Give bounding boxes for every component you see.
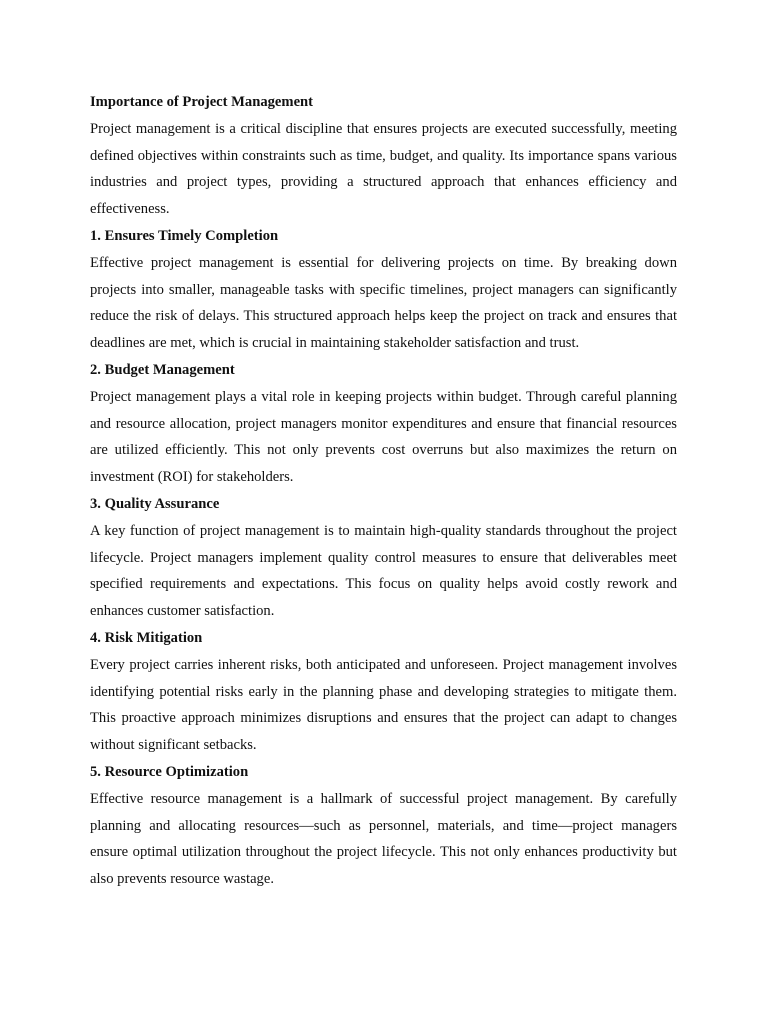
section-heading-timely-completion: 1. Ensures Timely Completion bbox=[90, 227, 279, 244]
section-body-quality-assurance: A key function of project management is to maintain high-quality standards throughout the project lifecycle. Project managers implement quality control measures to ensure that deliverables meet specified requirements and expectations. This focus on quality helps avoid costly rework and enhances customer satisfaction. bbox=[90, 522, 677, 620]
section-body-risk-mitigation: Every project carries inherent risks, both anticipated and unforeseen. Project management involves identifying potential risks early in the planning phase and developing strategies to mitigate them. This proactive approach minimizes disruptions and ensures that the project can adapt to changes without significant setbacks. bbox=[90, 656, 677, 754]
section-heading-risk-mitigation: 4. Risk Mitigation bbox=[90, 629, 203, 646]
document-title: Importance of Project Management bbox=[90, 94, 314, 110]
section-heading-budget-management: 2. Budget Management bbox=[90, 361, 235, 378]
document-page bbox=[90, 89, 677, 893]
section-body-timely-completion: Effective project management is essential for delivering projects on time. By breaking down projects into smaller, manageable tasks with specific timelines, project managers can significantly reduce the risk of delays. This structured approach helps keep the project on track and ensures that deadlines are met, which is crucial in maintaining stakeholder satisfaction and trust. bbox=[90, 254, 677, 352]
section-body-resource-optimization: Effective resource management is a hallmark of successful project management. By carefully planning and allocating resources—such as personnel, materials, and time—project managers ensure optimal utilization throughout the project lifecycle. This not only enhances productivity but also prevents resource wastage. bbox=[90, 790, 677, 888]
intro-paragraph: Project management is a critical discipline that ensures projects are executed successfully, meeting defined objectives within constraints such as time, budget, and quality. Its importance spans various industries and project types, providing a structured approach that enhances efficiency and effectiveness. bbox=[90, 120, 677, 218]
section-heading-quality-assurance: 3. Quality Assurance bbox=[90, 495, 220, 512]
section-body-budget-management: Project management plays a vital role in keeping projects within budget. Through careful planning and resource allocation, project managers monitor expenditures and ensure that financial resources are utilized efficiently. This not only prevents cost overruns but also maximizes the return on investment (ROI) for stakeholders. bbox=[90, 388, 677, 486]
section-heading-resource-optimization: 5. Resource Optimization bbox=[90, 763, 249, 780]
